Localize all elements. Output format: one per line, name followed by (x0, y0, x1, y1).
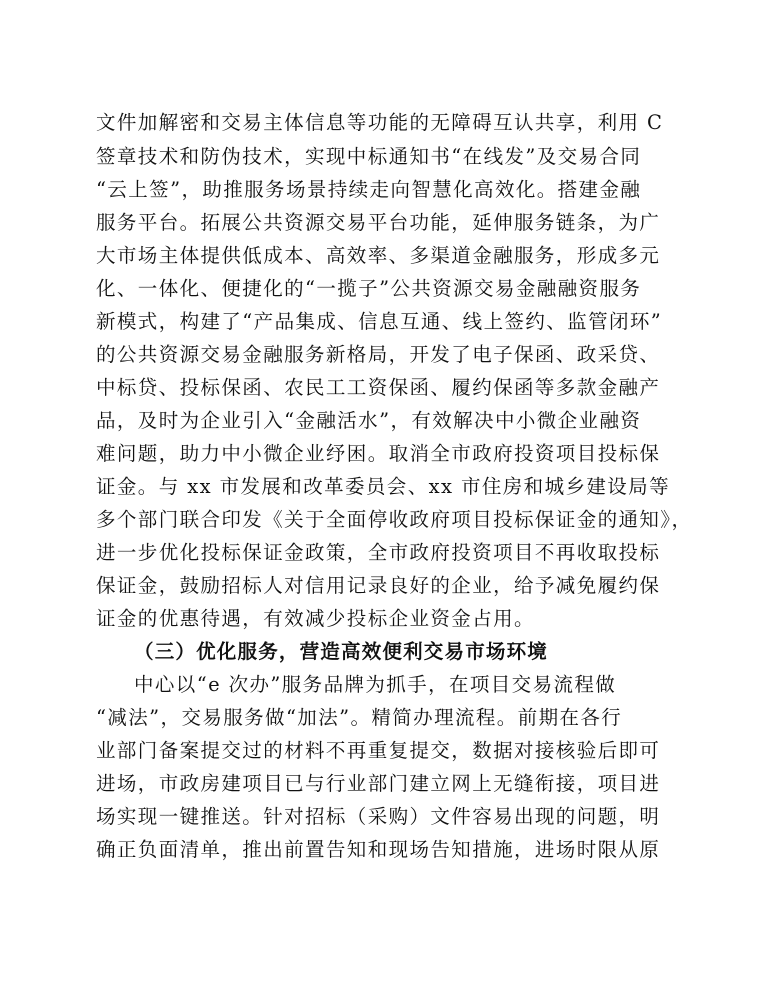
section-heading: （三）优化服务，营造高效便利交易市场环境 (134, 640, 549, 663)
text-line: 品，及时为企业引入“金融活水”，有效解决中小微企业融资 (96, 409, 642, 432)
text-line: 多个部门联合印发《关于全面停收政府项目投标保证金的通知》， (96, 508, 693, 531)
text-line: 签章技术和防伪技术，实现中标通知书“在线发”及交易合同 (96, 145, 642, 168)
text-line: 的公共资源交易金融服务新格局，开发了电子保函、政采贷、 (96, 343, 661, 366)
text-line: 中标贷、投标保函、农民工工资保函、履约保函等多款金融产 (96, 376, 661, 399)
text-line: “云上签”，助推服务场景持续走向智慧化高效化。搭建金融 (96, 178, 642, 201)
text-line: 证金的优惠待遇，有效减少投标企业资金占用。 (96, 607, 535, 630)
text-line: 文件加解密和交易主体信息等功能的无障碍互认共享，利用 C (96, 111, 664, 134)
text-line: 服务平台。拓展公共资源交易平台功能，延伸服务链条，为广 (96, 211, 661, 234)
text-line: “减法”，交易服务做“加法”。精简办理流程。前期在各行 (96, 706, 623, 729)
text-line: 进一步优化投标保证金政策，全市政府投资项目不再收取投标 (96, 541, 661, 564)
text-line: 化、一体化、便捷化的“一揽子”公共资源交易金融融资服务 (96, 277, 642, 300)
text-line: 大市场主体提供低成本、高效率、多渠道金融服务，形成多元 (96, 244, 661, 267)
text-line: 新模式，构建了“产品集成、信息互通、线上签约、监管闭环” (96, 310, 663, 333)
text-line: 确正负面清单，推出前置告知和现场告知措施，进场时限从原 (96, 838, 661, 861)
text-line: 场实现一键推送。针对招标（采购）文件容易出现的问题，明 (96, 805, 661, 828)
text-line: 业部门备案提交过的材料不再重复提交，数据对接核验后即可 (96, 739, 661, 762)
text-line: 保证金，鼓励招标人对信用记录良好的企业，给予减免履约保 (96, 574, 661, 597)
text-line: 难问题，助力中小微企业纾困。取消全市政府投资项目投标保 (96, 442, 661, 465)
text-line: 中心以“e 次办”服务品牌为抓手，在项目交易流程做 (134, 673, 617, 696)
text-line: 证金。与 xx 市发展和改革委员会、xx 市住房和城乡建设局等 (96, 475, 670, 498)
text-line: 进场，市政房建项目已与行业部门建立网上无缝衔接，项目进 (96, 772, 661, 795)
